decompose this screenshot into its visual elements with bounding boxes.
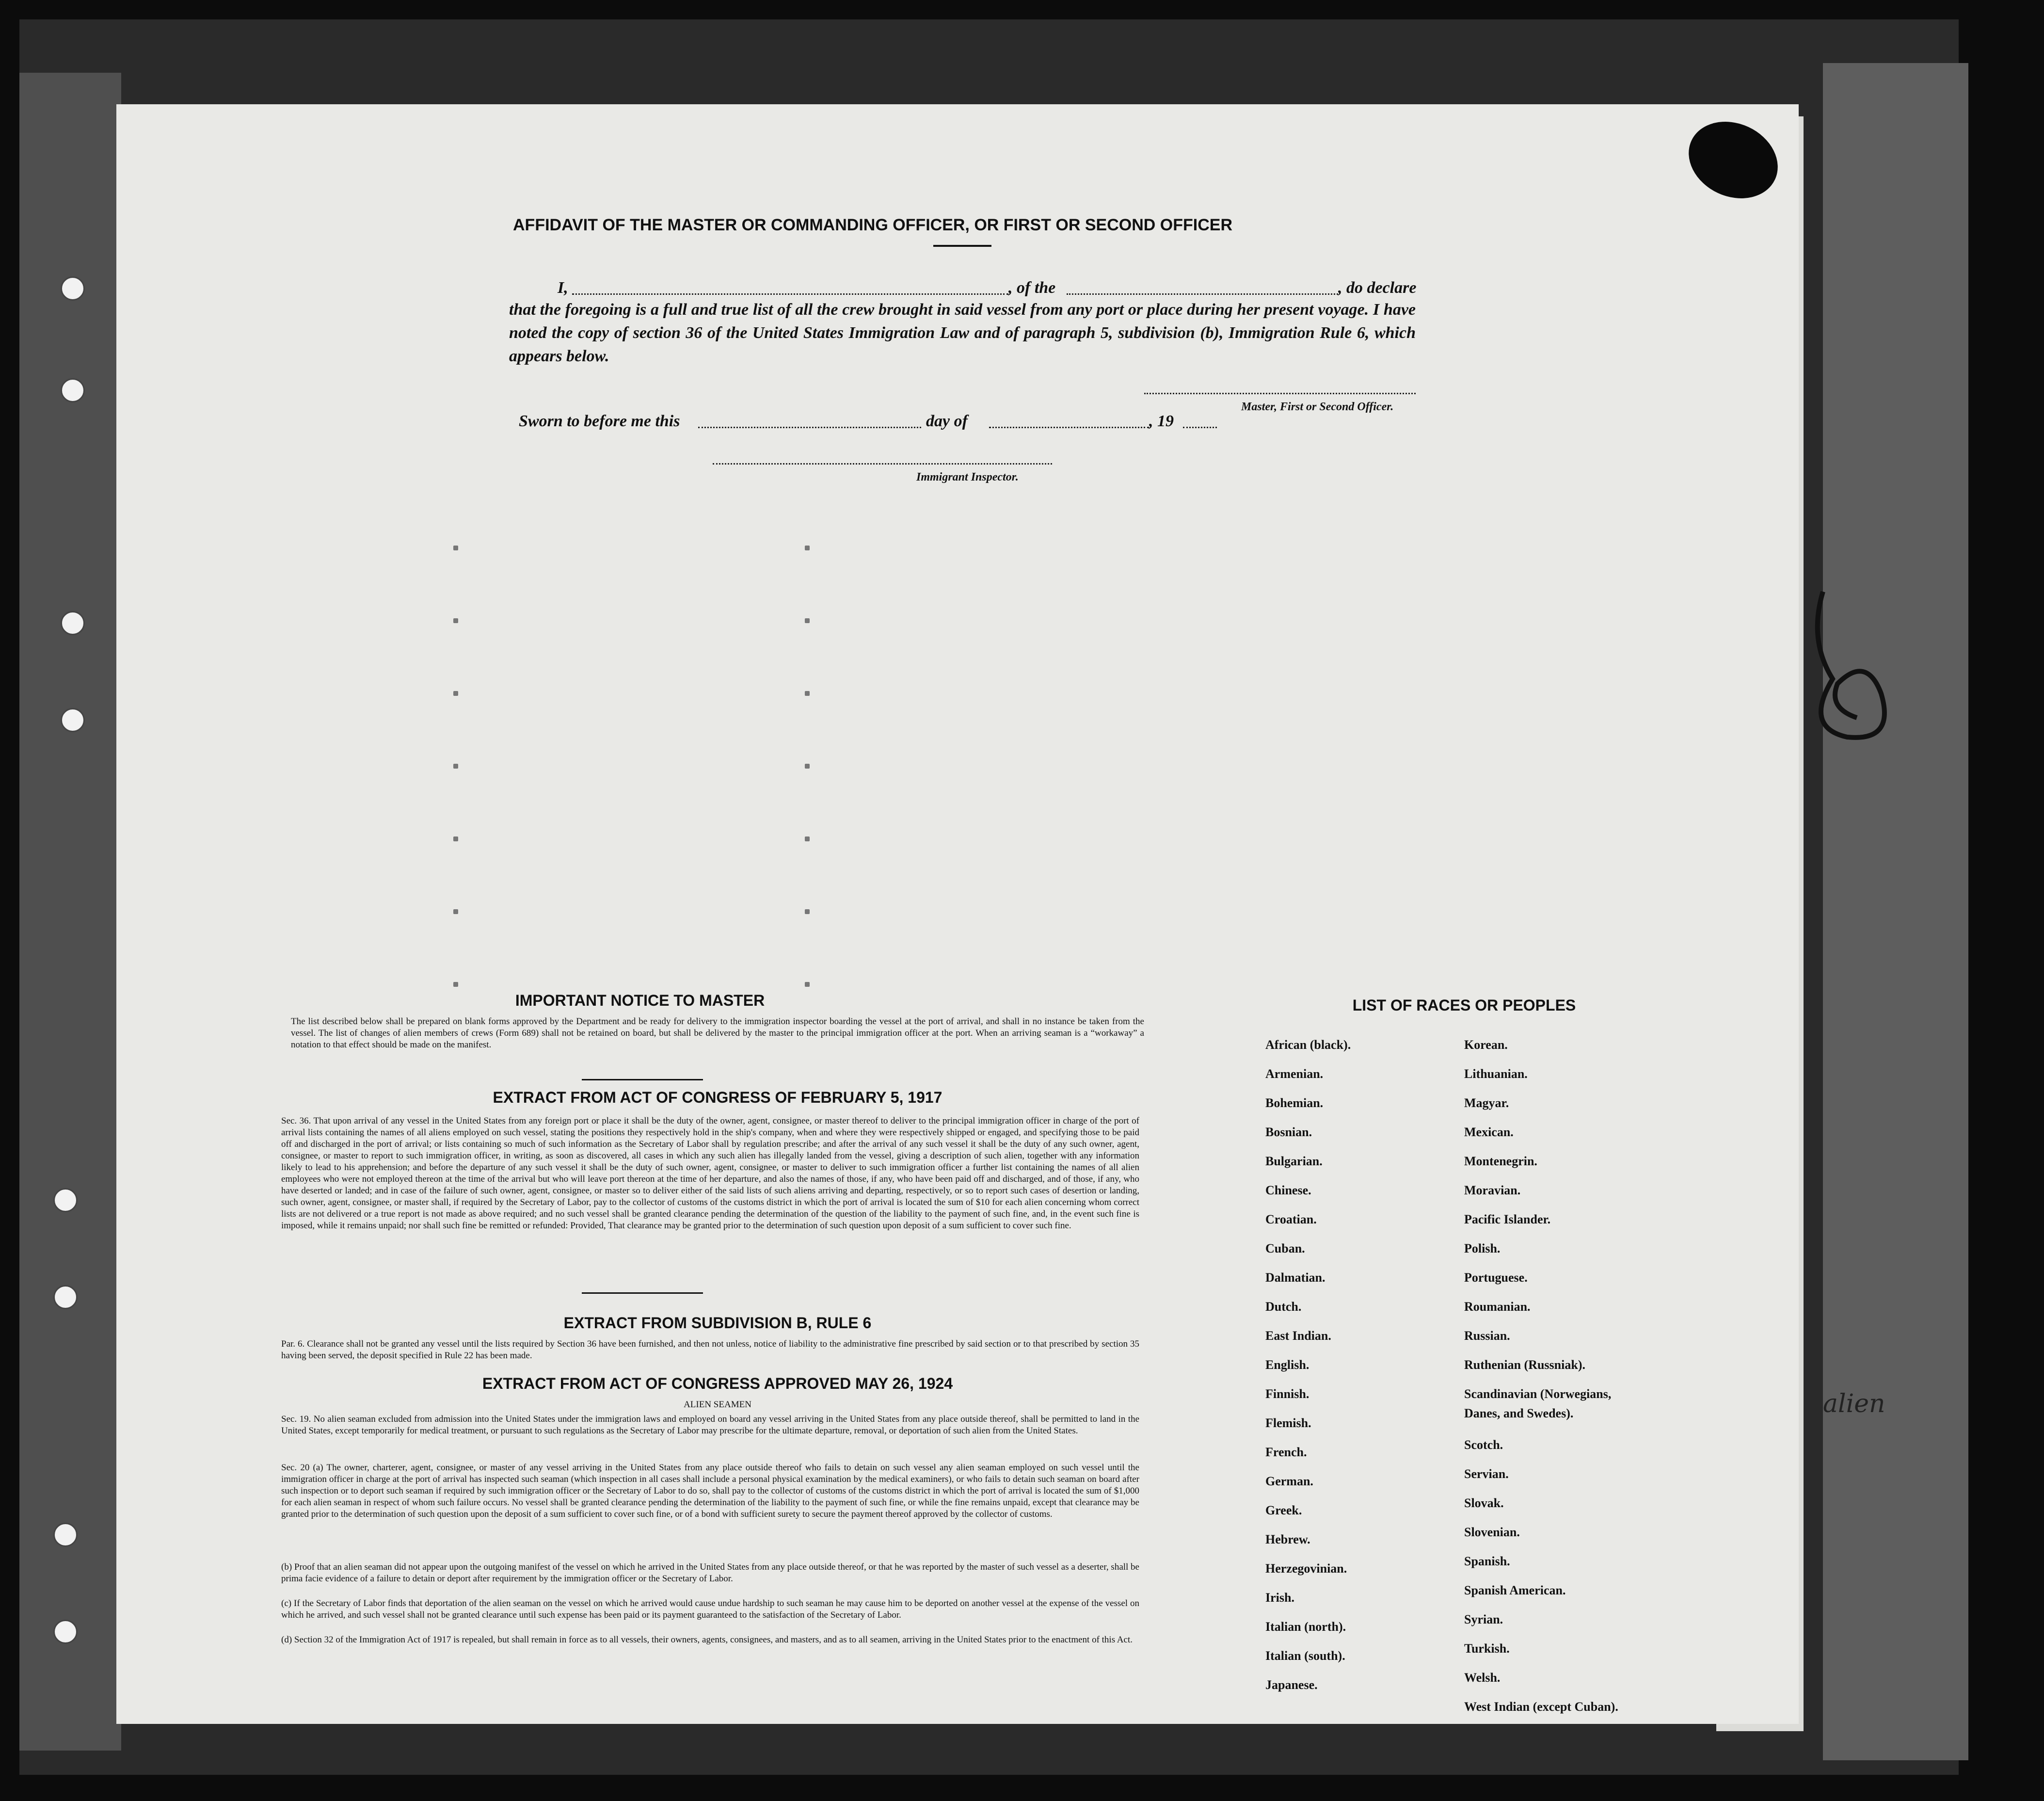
race-item: German.	[1265, 1474, 1313, 1488]
extract-1924-sec20d: (d) Section 32 of the Immigration Act of 1917 is repealed, but shall remain in force as to all vessels, their owners, agents, consignees, and masters, and as to all seamen, arriving in the United States prior to the enactment of this Act.	[281, 1635, 1133, 1645]
race-item: Montenegrin.	[1464, 1154, 1537, 1168]
vessel-field	[1067, 293, 1338, 295]
race-item: Slovenian.	[1464, 1525, 1520, 1539]
race-item: Hebrew.	[1265, 1532, 1310, 1546]
race-item: Lithuanian.	[1464, 1067, 1528, 1081]
race-item: Croatian.	[1265, 1212, 1317, 1226]
race-item: West Indian (except Cuban).	[1464, 1700, 1618, 1714]
of-the-text: , of the	[1008, 279, 1056, 297]
race-item: Irish.	[1265, 1591, 1294, 1605]
ditto-mark	[453, 764, 458, 769]
affidavit-title: AFFIDAVIT OF THE MASTER OR COMMANDING OFFICER, OR FIRST OR SECOND OFFICER	[513, 216, 1232, 234]
affidavit-body: that the foregoing is a full and true list of all the crew brought in said vessel from any port or place during her present voyage. I have noted the copy of section 36 of the United States Immigration Law and of paragraph 5, subdivision (b), Immigration Rule 6, which appears below.	[509, 301, 1416, 365]
race-item: French.	[1265, 1445, 1307, 1459]
section-divider	[582, 1292, 703, 1294]
inspector-label: Immigrant Inspector.	[916, 471, 1019, 483]
race-item: English.	[1265, 1358, 1309, 1372]
extract-1924-title: EXTRACT FROM ACT OF CONGRESS APPROVED MAY 26, 1924	[482, 1375, 953, 1392]
race-item: Welsh.	[1464, 1671, 1501, 1685]
right-binding-strip	[1823, 63, 1968, 1760]
notice-title: IMPORTANT NOTICE TO MASTER	[515, 992, 765, 1009]
extract-1924-sec19: Sec. 19. No alien seaman excluded from admission into the United States under the immigration laws and employed on board any vessel arriving in the United States from any place outside thereof, shall be permitted to land in the United States, except temporarily for medical treatment, or pursuant to such regulations as the Secretary of Labor may prescribe for the ultimate departure, removal, or deportation of such alien from the United States.	[281, 1414, 1139, 1436]
race-item: Greek.	[1265, 1503, 1302, 1517]
ditto-mark	[805, 546, 810, 550]
race-item: Dutch.	[1265, 1300, 1302, 1314]
race-item: Mexican.	[1464, 1125, 1514, 1139]
races-title: LIST OF RACES OR PEOPLES	[1352, 997, 1576, 1014]
signature-line	[1144, 393, 1416, 394]
sworn-day-field	[698, 427, 921, 428]
ditto-mark	[805, 982, 810, 987]
race-item: Dalmatian.	[1265, 1270, 1325, 1285]
ditto-mark	[805, 836, 810, 841]
ditto-mark	[453, 982, 458, 987]
race-item: Bohemian.	[1265, 1096, 1324, 1110]
race-item: Japanese.	[1265, 1678, 1318, 1692]
ditto-mark	[805, 691, 810, 696]
race-item: Danes, and Swedes).	[1464, 1406, 1574, 1420]
race-item: Scandinavian (Norwegians,	[1464, 1387, 1612, 1401]
race-item: Bosnian.	[1265, 1125, 1312, 1139]
document-page	[116, 104, 1885, 1724]
left-binding-strip	[19, 73, 121, 1751]
year-text: , 19	[1149, 412, 1174, 430]
ditto-mark	[453, 909, 458, 914]
extract-1917-title: EXTRACT FROM ACT OF CONGRESS OF FEBRUARY 5, 1917	[493, 1089, 942, 1106]
race-item: Polish.	[1464, 1241, 1501, 1255]
declarant-name-field	[572, 293, 1008, 295]
declare-text: , do declare	[1338, 279, 1417, 297]
race-item: Spanish American.	[1464, 1583, 1566, 1597]
ditto-mark	[453, 546, 458, 550]
race-item: Moravian.	[1464, 1183, 1521, 1197]
notice-text: The list described below shall be prepared on blank forms approved by the Department and be ready for delivery to the immigration inspector boarding the vessel at the port of arrival, and shall in no instance be taken from the vessel. The list of changes of alien members of crews (Form 689) shall not be retained on board, but shall be delivered by the master to the principal immigration officer at the port. When an arriving seaman is a “workaway” a notation to that effect should be made on the manifest.	[291, 1016, 1144, 1050]
ditto-mark	[805, 764, 810, 769]
race-item: Ruthenian (Russniak).	[1464, 1358, 1585, 1372]
race-item: Syrian.	[1464, 1612, 1503, 1626]
ditto-mark	[453, 618, 458, 623]
ditto-mark	[805, 909, 810, 914]
race-item: Portuguese.	[1464, 1270, 1528, 1285]
binder-hole	[61, 611, 85, 635]
race-item: Korean.	[1464, 1038, 1508, 1052]
inspector-line	[713, 463, 1052, 465]
signature-label: Master, First or Second Officer.	[1241, 401, 1394, 413]
race-item: Servian.	[1464, 1467, 1509, 1481]
race-item: Italian (north).	[1265, 1620, 1346, 1634]
race-item: Armenian.	[1265, 1067, 1324, 1081]
race-item: Flemish.	[1265, 1416, 1311, 1430]
race-item: Turkish.	[1464, 1641, 1510, 1656]
race-item: Russian.	[1464, 1329, 1510, 1343]
race-item: Finnish.	[1265, 1387, 1309, 1401]
race-item: Bulgarian.	[1265, 1154, 1323, 1168]
rule6-text: Par. 6. Clearance shall not be granted any vessel until the lists required by Section 36 have been furnished, and then not unless, notice of liability to the administrative fine prescribed by said section or to that prescribed by section 35 having been served, the deposit specified in Rule 22 has been made.	[281, 1339, 1139, 1361]
binder-hole	[53, 1188, 78, 1212]
ink-stain	[1676, 108, 1790, 212]
title-underline	[933, 245, 991, 247]
race-item: Herzegovinian.	[1265, 1561, 1347, 1576]
sworn-month-field	[989, 427, 1149, 428]
race-item: Magyar.	[1464, 1096, 1509, 1110]
ditto-mark	[805, 618, 810, 623]
extract-1924-subtitle: ALIEN SEAMEN	[684, 1399, 751, 1410]
race-item: East Indian.	[1265, 1329, 1331, 1343]
race-item: Spanish.	[1464, 1554, 1510, 1568]
extract-1924-sec20c: (c) If the Secretary of Labor finds that deportation of the alien seaman on the vessel on which he arrived would cause undue hardship to such seaman he may cause him to be deported on another vessel at the expense of the vessel on which he arrived, and such vessel shall not be granted clearance until such expense has been paid or its payment guaranteed to the satisfaction of the Secretary of Labor.	[281, 1598, 1139, 1620]
day-of-text: day of	[926, 412, 968, 430]
binder-hole	[53, 1285, 78, 1309]
race-item: Pacific Islander.	[1464, 1212, 1551, 1226]
section-divider	[582, 1079, 703, 1080]
sworn-year-field	[1183, 427, 1217, 428]
race-item: Scotch.	[1464, 1438, 1503, 1452]
race-item: African (black).	[1265, 1038, 1351, 1052]
binder-hole	[61, 708, 85, 732]
handwritten-margin-note: alien	[1823, 1389, 1885, 1418]
ditto-mark	[453, 836, 458, 841]
extract-1917-text: Sec. 36. That upon arrival of any vessel in the United States from any foreign port or place it shall be the duty of the owner, agent, consignee, or master thereof to deliver to the principal immigration officer in charge of the port of arrival lists containing the names of all aliens employed on such vessel, stating the positions they respectively hold in the ship's company, when and where they were respectively shipped or engaged, and specifying those to be paid off and discharged in the port of arrival; or lists containing so much of such information as the Secretary of Labor shall by regulation prescribe; and after the arrival of any such vessel it shall be the duty of any such owner, agent, consignee, or master to report to such immigration officer, in writing, as soon as discovered, all cases in which any such alien has illegally landed from the vessel, giving a description of such alien, together with any information likely to lead to his apprehension; and before the departure of any such vessel it shall be the duty of such owner, agent, consignee, or master to deliver to such immigration officer a further list containing the names of all alien employees who were not employed thereon at the time of the arrival but who will leave port thereon at the time of her departure, and also the names of those, if any, who have been paid off and discharged, and of those, if any, who have deserted or landed; and in case of the failure of such owner, agent, consignee, or master so to deliver either of the said lists of such aliens arriving and departing, respectively, or so to report such cases of desertion or landing, such owner, agent, consignee, or master shall, if required by the Secretary of Labor, pay to the collector of customs of the customs district in which the port of arrival is located the sum of $10 for each alien concerning whom correct lists are not delivered or a true report is not made as above required; and no such vessel shall be granted clearance pending the determination of the question of the liability to the payment of such fine, and, in the event such fine is imposed, while it remains unpaid; nor shall such fine be remitted or refunded: Provided, That clearance may be granted prior to the determination of such question upon deposit of a sum sufficient to cover such fine.	[281, 1116, 1139, 1231]
extract-1924-sec20b: (b) Proof that an alien seaman did not appear upon the outgoing manifest of the vessel on which he arrived in the United States from any place outside thereof, or that he was reported by the master of such vessel as a deserter, shall be prima facie evidence of a failure to detain or deport after requirement by the immigration officer or the Secretary of Labor.	[281, 1562, 1139, 1584]
rule6-title: EXTRACT FROM SUBDIVISION B, RULE 6	[563, 1314, 872, 1332]
handwritten-loop	[1794, 582, 1920, 747]
ditto-mark	[453, 691, 458, 696]
race-item: Chinese.	[1265, 1183, 1311, 1197]
race-item: Italian (south).	[1265, 1649, 1345, 1663]
binder-hole	[61, 378, 85, 402]
sworn-text: Sworn to before me this	[519, 412, 680, 430]
race-item: Roumanian.	[1464, 1300, 1531, 1314]
race-item: Slovak.	[1464, 1496, 1504, 1510]
declarant-prefix: I,	[558, 279, 568, 297]
binder-hole	[61, 276, 85, 301]
race-item: Cuban.	[1265, 1241, 1305, 1255]
binder-hole	[53, 1620, 78, 1644]
extract-1924-sec20a: Sec. 20 (a) The owner, charterer, agent, consignee, or master of any vessel arriving in the United States from any place outside thereof who fails to detain on such vessel any alien seaman employed on such vessel until the immigration officer in charge at the port of arrival has inspected such seaman (which inspection in all cases shall include a personal physical examination by the medical examiners), or who fails to detain such seaman on board after such inspection or to deport such seaman if required by such immigration officer or the Secretary of Labor to do so, shall pay to the collector of customs of the customs district in which the port of arrival is located the sum of $1,000 for each alien seaman in respect of whom such failure occurs. No vessel shall be granted clearance pending the determination of the liability to the payment of such fine, or while the fine remains unpaid, except that clearance may be granted prior to the determination of such question upon the deposit of a sum sufficient to cover such fine, or of a bond with sufficient surety to secure the payment thereof approved by the collector of customs.	[281, 1463, 1139, 1519]
binder-hole	[53, 1523, 78, 1547]
